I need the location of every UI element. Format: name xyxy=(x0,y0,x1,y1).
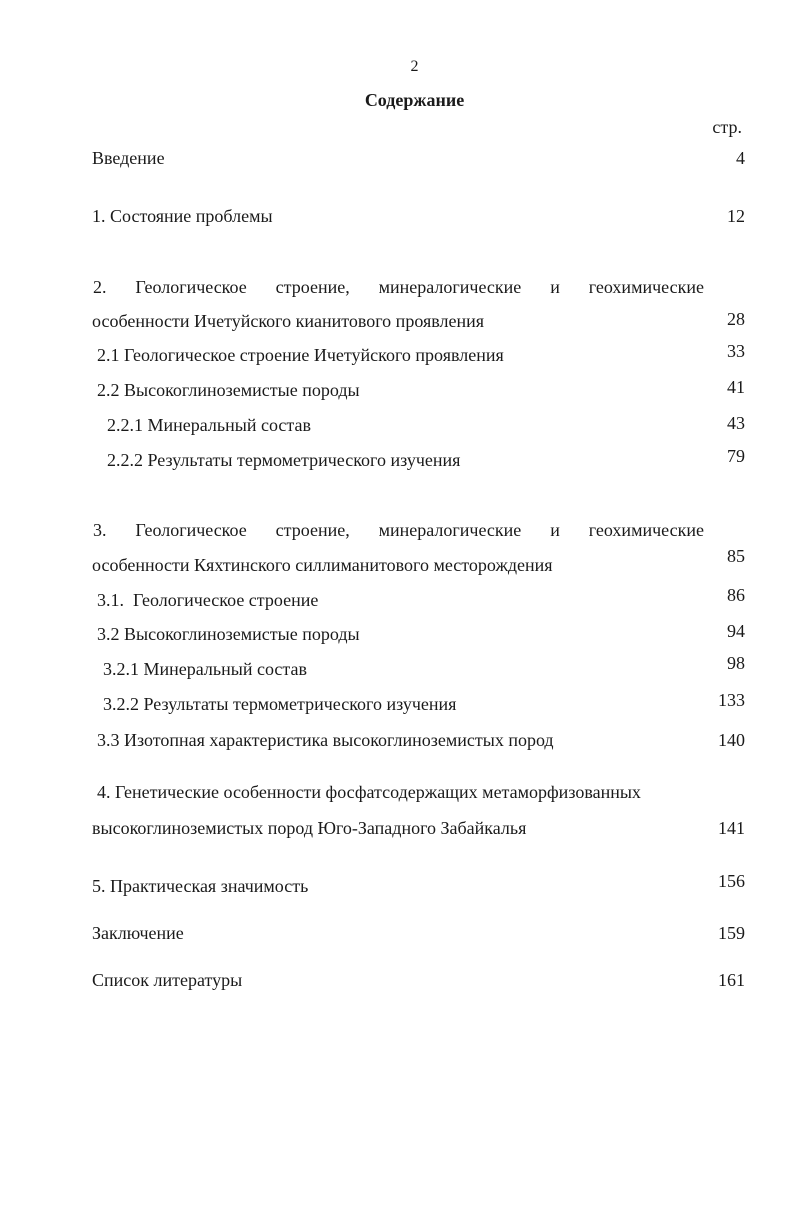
toc-entry-page: 33 xyxy=(727,341,745,361)
word: строение, xyxy=(275,277,350,297)
toc-entry-text: 3.1. Геологическое строение xyxy=(97,590,319,610)
toc-entry-page: 159 xyxy=(718,923,745,943)
word: Геологическое xyxy=(135,520,247,540)
toc-entry-page: 98 xyxy=(727,653,745,673)
word: минералогические xyxy=(378,520,522,540)
word: Геологическое xyxy=(135,277,247,297)
toc-entry-page: 4 xyxy=(736,148,745,168)
toc-entry-text-line2: особенности Кяхтинского силлиманитового месторождения xyxy=(92,555,553,575)
toc-entry-page: 43 xyxy=(727,413,745,433)
page-number: 2 xyxy=(410,58,419,75)
toc-entry-page: 86 xyxy=(727,585,745,605)
toc-entry-page: 12 xyxy=(727,206,745,226)
word: 3. xyxy=(93,520,107,540)
toc-entry-text-line2: высокоглиноземистых пород Юго-Западного Забайкалья xyxy=(92,818,527,838)
toc-entry-page: 94 xyxy=(727,621,745,641)
toc-entry-text: Введение xyxy=(92,148,165,168)
toc-entry-page: 28 xyxy=(727,309,745,329)
toc-entry-text: 2.2 Высокоглиноземистые породы xyxy=(97,380,360,400)
toc-entry-page: 133 xyxy=(718,690,745,710)
toc-entry-text: 2.1 Геологическое строение Ичетуйского проявления xyxy=(97,345,504,365)
toc-entry-text: 1. Состояние проблемы xyxy=(92,206,273,226)
toc-entry-text: 3.3 Изотопная характеристика высокоглиноземистых пород xyxy=(97,730,554,750)
word: строение, xyxy=(275,520,350,540)
toc-entry-text: 5. Практическая значимость xyxy=(92,876,309,896)
toc-entry-text: 3.2.1 Минеральный состав xyxy=(103,659,307,679)
word: минералогические xyxy=(378,277,522,297)
toc-entry-text-line2: особенности Ичетуйского кианитового проявления xyxy=(92,311,485,331)
toc-title: Содержание xyxy=(364,90,465,110)
toc-entry-text: 3.2 Высокоглиноземистые породы xyxy=(97,624,360,644)
toc-entry-page: 85 xyxy=(727,546,745,566)
word: и xyxy=(550,520,560,540)
word: геохимические xyxy=(588,277,704,297)
toc-entry-text-line1 xyxy=(93,519,704,541)
toc-entry-text: 3.2.2 Результаты термометрического изучения xyxy=(103,694,457,714)
toc-entry-text: 2.2.2 Результаты термометрического изучения xyxy=(107,450,461,470)
toc-entry-text: Список литературы xyxy=(92,970,243,990)
toc-entry-text: Заключение xyxy=(92,923,184,943)
word: и xyxy=(550,277,560,297)
word: геохимические xyxy=(588,520,704,540)
toc-entry-page: 141 xyxy=(718,818,745,838)
toc-entry-text-line1 xyxy=(93,276,704,298)
page-column-header: стр. xyxy=(712,117,742,137)
toc-entry-page: 140 xyxy=(718,730,745,750)
toc-entry-page: 79 xyxy=(727,446,745,466)
toc-entry-page: 161 xyxy=(718,970,745,990)
word: 2. xyxy=(93,277,107,297)
toc-entry-page: 41 xyxy=(727,377,745,397)
toc-entry-page: 156 xyxy=(718,871,745,891)
toc-entry-text: 2.2.1 Минеральный состав xyxy=(107,415,311,435)
toc-entry-text-line1: 4. Генетические особенности фосфатсодержащих метаморфизованных xyxy=(97,782,641,802)
